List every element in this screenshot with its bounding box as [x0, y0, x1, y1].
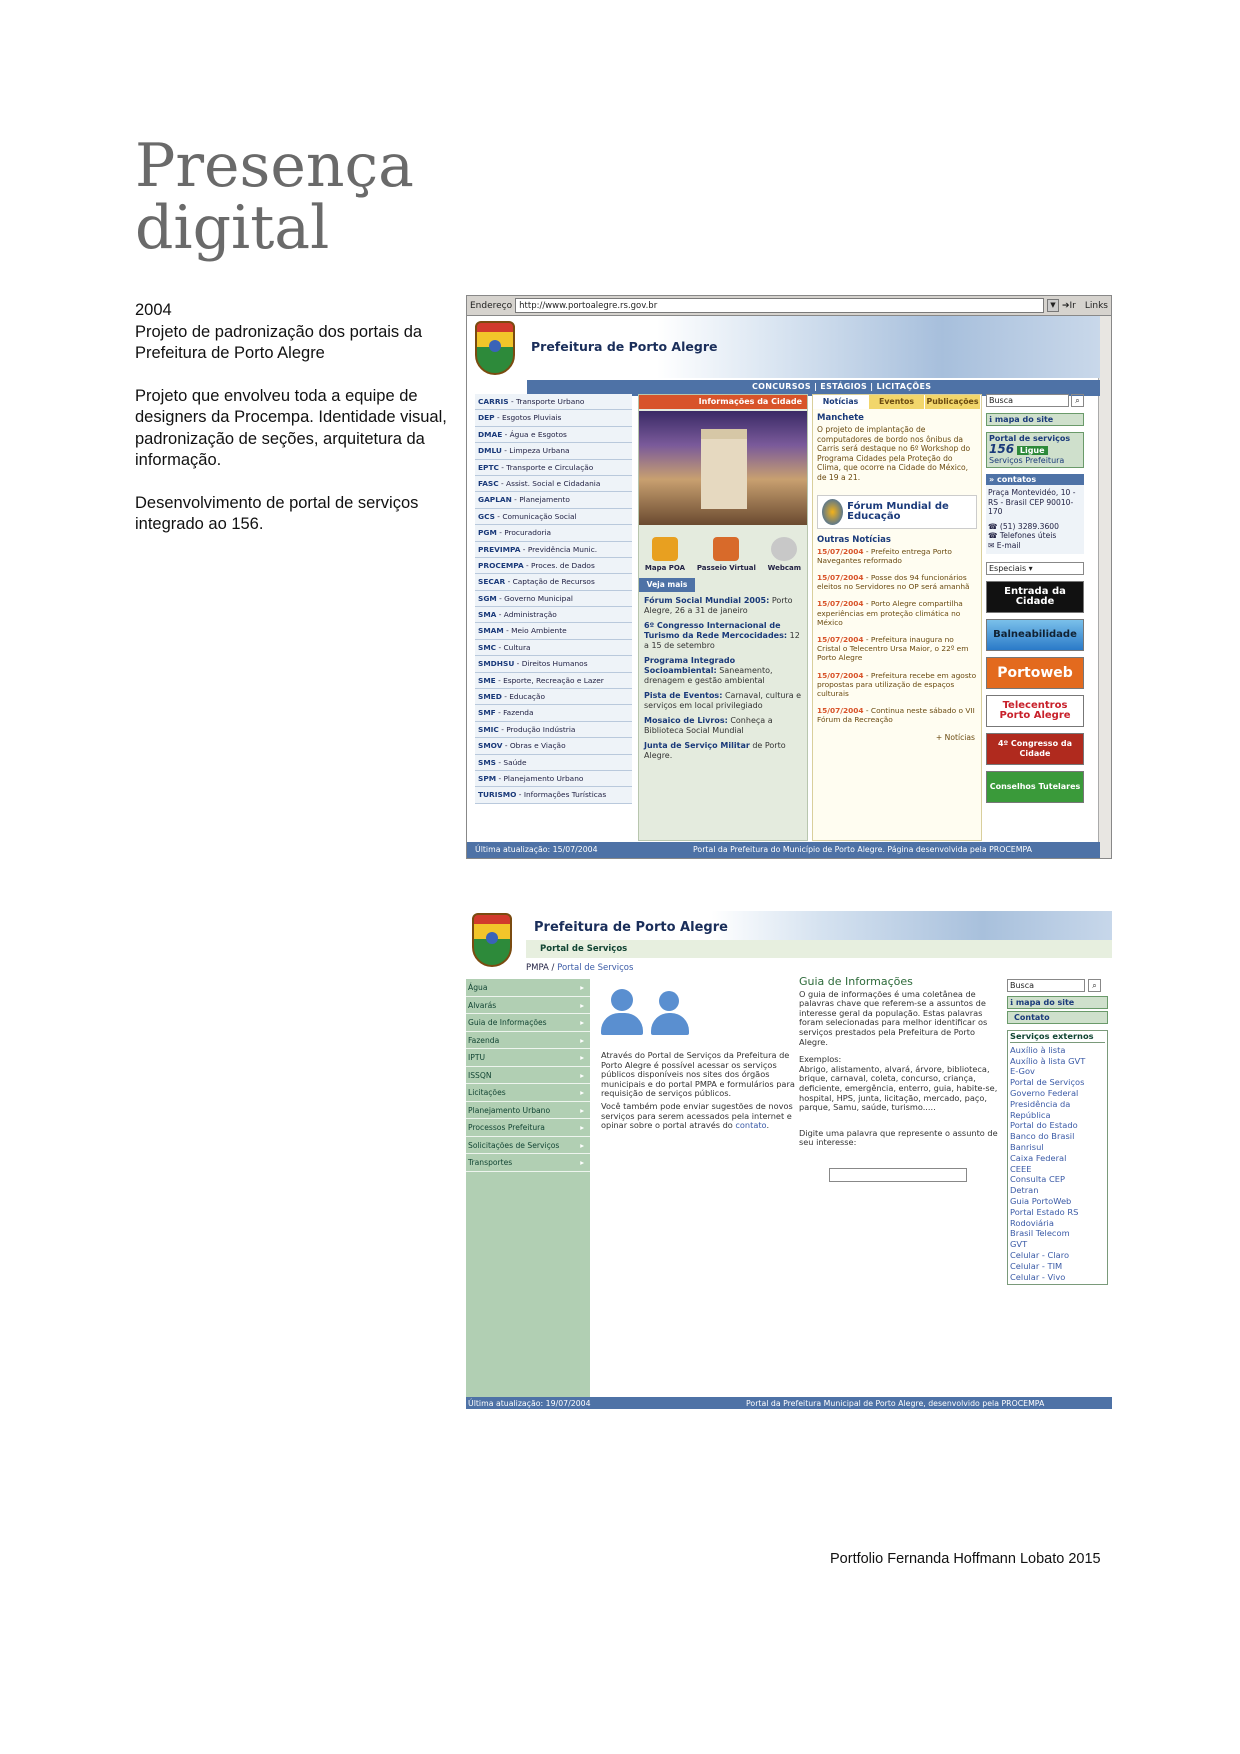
external-service-link[interactable]: Celular - Claro	[1010, 1249, 1070, 1260]
webcam-link[interactable]: Webcam	[768, 537, 801, 572]
news-item[interactable]	[817, 671, 977, 699]
service-nav-item[interactable]: Guia de Informações ▸	[466, 1014, 590, 1032]
title-line-2: digital	[135, 193, 330, 263]
coat-of-arms-icon	[475, 321, 515, 375]
contatos-box	[986, 485, 1084, 554]
nav-label: - Fazenda	[495, 708, 534, 718]
nav-label: - Saúde	[496, 757, 527, 767]
center-paragraph-1: Através do Portal de Serviços da Prefeitura de Porto Alegre é possível acessar os serviços públicos disponíveis nos sites dos órgãos municipais e do portal PMPA e formulários para requisição de serviços públicos.	[601, 1050, 795, 1099]
nav-label: - Obras e Viação	[502, 741, 566, 751]
breadcrumb-home[interactable]: PMPA	[526, 963, 549, 973]
news-text: - Posse dos 94 funcionários eleitos no Servidores no OP será amanhã	[817, 572, 970, 592]
service-nav-item[interactable]: Planejamento Urbano ▸	[466, 1102, 590, 1120]
ad-telecentros[interactable]: Telecentros Porto Alegre	[986, 695, 1084, 727]
veja-head: Pista de Eventos:	[644, 691, 723, 700]
manchete-title: Manchete	[817, 413, 864, 423]
nav-label: - Planejamento	[511, 495, 570, 505]
nav-item[interactable]	[475, 476, 632, 492]
tab-noticias[interactable]: Notícias	[813, 395, 869, 409]
news-text: - Prefeitura recebe em agosto propostas para utilização de espaços culturais	[817, 670, 977, 698]
nav-item[interactable]	[475, 738, 632, 754]
especiais-select[interactable]: Especiais ▾	[986, 562, 1084, 575]
veja-head: Junta de Serviço Militar	[644, 741, 750, 750]
status-bar-2	[466, 1397, 1112, 1409]
service-nav-item[interactable]: Solicitações de Serviços ▸	[466, 1137, 590, 1155]
intro-paragraph-1: 2004 Projeto de padronização dos portais da Prefeitura de Porto Alegre	[135, 301, 423, 362]
nav-label: - Previdência Munic.	[520, 544, 598, 554]
external-service-link[interactable]: Guia PortoWeb	[1010, 1195, 1072, 1206]
nav-abbr: SMA	[478, 610, 497, 620]
intro-text	[135, 300, 455, 557]
veja-body: 12 a 15 de setembro	[644, 631, 800, 650]
nav-abbr: SECAR	[478, 577, 506, 587]
nav-abbr: CARRIS	[478, 397, 509, 406]
veja-item[interactable]	[644, 716, 802, 736]
more-news-link[interactable]: + Notícias	[935, 732, 975, 742]
nav-abbr: SGM	[478, 593, 497, 603]
nav-item[interactable]	[475, 673, 632, 689]
email-link[interactable]: ✉ E-mail	[988, 540, 1021, 550]
address-label: Endereço	[470, 300, 513, 311]
external-service-link[interactable]: Rodoviária	[1010, 1217, 1054, 1228]
nav-label: - Assist. Social e Cidadania	[498, 478, 601, 488]
veja-head: Mosaico de Livros:	[644, 716, 728, 725]
veja-item[interactable]	[644, 596, 802, 616]
title-line-1: Presença	[135, 131, 414, 201]
nav-abbr: SMIC	[478, 724, 499, 734]
nav-item[interactable]	[475, 460, 632, 476]
coat-of-arms-icon	[472, 913, 512, 967]
news-date: 15/07/2004	[817, 706, 864, 716]
nav-label: - Esgotos Pluviais	[494, 413, 562, 423]
veja-body: Saneamento, drenagem e gestão ambiental	[644, 666, 773, 685]
nav-item[interactable]	[475, 656, 632, 672]
nav-item[interactable]	[475, 525, 632, 541]
nav-abbr: SMC	[478, 642, 497, 652]
vertical-scrollbar[interactable]	[1098, 316, 1111, 858]
nav-abbr: DMLU	[478, 446, 502, 456]
top-links[interactable]: CONCURSOS | ESTÁGIOS | LICITAÇÕES	[752, 382, 932, 391]
intro-paragraph-3: Desenvolvimento de portal de serviços integrado ao 156.	[135, 493, 419, 533]
address-bar	[467, 296, 1111, 316]
nav-label: - Informações Turísticas	[516, 790, 607, 800]
ad-portoweb[interactable]: Portoweb	[986, 657, 1084, 689]
news-date: 15/07/2004	[817, 599, 864, 609]
nav-label: - Governo Municipal	[496, 593, 573, 603]
veja-mais-tab[interactable]: Veja mais	[639, 578, 695, 592]
external-service-link[interactable]: Auxílio à lista GVT	[1010, 1055, 1086, 1066]
status-credit: Portal da Prefeitura do Município de Porto Alegre. Página desenvolvida pela PROCEMPA	[693, 845, 1032, 854]
nav-label: - Transporte Urbano	[508, 397, 585, 406]
external-service-link[interactable]: Portal de Serviços	[1010, 1077, 1085, 1088]
nav-item[interactable]	[475, 771, 632, 787]
tab-eventos[interactable]: Eventos	[869, 395, 925, 409]
nav-item[interactable]	[475, 755, 632, 771]
nav-label: - Educação	[501, 692, 545, 702]
address-field[interactable]	[515, 298, 1044, 313]
nav-abbr: DEP	[478, 413, 495, 423]
external-service-link[interactable]: CEEE	[1010, 1163, 1032, 1174]
nav-abbr: GCS	[478, 511, 495, 521]
veja-body: Porto Alegre, 26 a 31 de janeiro	[644, 596, 793, 615]
intro-paragraph-2: Projeto que envolveu toda a equipe de designers da Procempa. Identidade visual, padronização de seções, arquitetura da informação.	[135, 386, 447, 469]
nav-label: - Comunicação Social	[494, 511, 577, 521]
info-header: Informações da Cidade	[639, 395, 807, 409]
nav-abbr: TURISMO	[478, 790, 517, 800]
site-title: Prefeitura de Porto Alegre	[531, 339, 718, 354]
veja-item[interactable]	[644, 741, 802, 761]
right-column-2	[1007, 979, 1108, 1285]
veja-head: 6º Congresso Internacional de Turismo da Rede Mercocidades:	[644, 621, 788, 640]
news-date: 15/07/2004	[817, 634, 864, 644]
nav-abbr: SMF	[478, 708, 496, 718]
nav-item[interactable]	[475, 509, 632, 525]
service-nav-item[interactable]: Licitações ▸	[466, 1084, 590, 1102]
news-list	[813, 547, 981, 725]
nav-label: - Administração	[496, 610, 557, 620]
portal-screenshot-2	[466, 911, 1112, 1409]
veja-item[interactable]	[644, 621, 802, 651]
external-service-link[interactable]: Portal do Estado	[1010, 1120, 1078, 1131]
ext-title: Serviços externos	[1010, 1031, 1105, 1043]
external-service-link[interactable]: Caixa Federal	[1010, 1152, 1067, 1163]
portal-screenshot-1	[466, 295, 1112, 859]
veja-item[interactable]	[644, 691, 802, 711]
ad-congresso[interactable]: 4º Congresso da Cidade	[986, 733, 1084, 765]
search-icon[interactable]: ⌕	[1088, 979, 1101, 992]
people-icon	[601, 989, 711, 1037]
nav-label: - Água e Esgotos	[502, 429, 567, 439]
site-map-link[interactable]: ℹ mapa do site	[986, 413, 1084, 426]
nav-item[interactable]	[475, 492, 632, 508]
external-service-link[interactable]: Brasil Telecom	[1010, 1228, 1070, 1239]
globe-icon	[822, 499, 843, 525]
nav-item[interactable]	[475, 787, 632, 803]
section-title: Portal de Serviços	[540, 944, 628, 954]
nav-abbr: SMAM	[478, 626, 504, 636]
nav-abbr: FASC	[478, 478, 499, 488]
nav-label: - Captação de Recursos	[505, 577, 595, 587]
news-text: - Prefeito entrega Porto Navegantes reformado	[817, 546, 952, 565]
nav-item[interactable]	[475, 574, 632, 590]
right-column	[986, 394, 1084, 841]
nav-item[interactable]	[475, 542, 632, 558]
contatos-header: » contatos	[986, 474, 1084, 485]
services-nav	[466, 979, 590, 1397]
portal-servicos-box[interactable]: Portal de serviços 156 Ligue Serviços Prefeitura	[986, 432, 1084, 468]
external-service-link[interactable]: Celular - Vivo	[1010, 1271, 1066, 1282]
news-item[interactable]	[817, 547, 977, 565]
external-service-link[interactable]: Banrisul	[1010, 1141, 1044, 1152]
service-nav-item[interactable]: ISSQN ▸	[466, 1067, 590, 1085]
news-item[interactable]	[817, 635, 977, 663]
nav-abbr: PREVIMPA	[478, 544, 521, 554]
portfolio-footer: Portfolio Fernanda Hoffmann Lobato 2015	[830, 1551, 1101, 1567]
city-info-column	[638, 394, 808, 841]
veja-head: Programa Integrado Socioambiental:	[644, 656, 736, 675]
veja-body: Conheça a Biblioteca Social Mundial	[644, 716, 773, 735]
nav-abbr: EPTC	[478, 462, 499, 472]
news-text: - Porto Alegre compartilha experiências em proteção climática no México	[817, 599, 963, 627]
phones-link[interactable]: ☎ Telefones úteis	[988, 531, 1057, 541]
nav-item[interactable]	[475, 689, 632, 705]
guia-text: O guia de informações é uma coletânea de palavras chave que referem-se a assuntos de interesse geral da população. Estas palavras foram selecionadas para melhor identificar os serviços prestados pela Prefeitura de Porto Alegre.	[799, 988, 988, 1047]
site-map-link-2[interactable]: ℹ mapa do site	[1007, 996, 1108, 1009]
external-service-link[interactable]: Banco do Brasil	[1010, 1131, 1075, 1142]
nav-item[interactable]	[475, 640, 632, 656]
nav-item[interactable]	[475, 394, 632, 410]
search-icon[interactable]: ⌕	[1071, 394, 1084, 407]
nav-abbr: SMED	[478, 692, 502, 702]
nav-label: - Proces. de Dados	[523, 560, 595, 570]
nav-item[interactable]	[475, 591, 632, 607]
exemplos-text: Abrigo, alistamento, alvará, árvore, biblioteca, brique, carnaval, coleta, concurso, criança, deficiente, emergência, enterro, guia, habite-se, hospital, HPS, junta, licitação, mercado, paço, parque, Samu, saúde, turismo.....	[799, 1063, 998, 1113]
center-text	[601, 1051, 799, 1131]
site-banner	[467, 316, 1100, 391]
go-button[interactable]: ➔Ir	[1061, 300, 1076, 311]
external-service-link[interactable]: Auxílio à lista	[1010, 1044, 1066, 1055]
service-nav-item[interactable]: Água ▸	[466, 979, 590, 997]
last-update: Última atualização: 15/07/2004	[475, 845, 598, 854]
news-item[interactable]	[817, 706, 977, 724]
address-text: Praça Montevidéo, 10 - RS - Brasil CEP 90010-170	[988, 488, 1076, 517]
contato-button[interactable]: Contato	[1007, 1011, 1108, 1024]
nav-abbr: SMDHSU	[478, 659, 515, 669]
news-column	[812, 394, 982, 841]
contato-link[interactable]: contato	[735, 1120, 767, 1131]
veja-mais-list	[639, 592, 807, 770]
chevron-down-icon[interactable]: ▼	[1047, 299, 1059, 312]
last-update-2: Última atualização: 19/07/2004	[468, 1399, 591, 1408]
service-nav-item[interactable]: Processos Prefeitura ▸	[466, 1119, 590, 1137]
external-service-link[interactable]: Governo Federal	[1010, 1087, 1079, 1098]
nav-item[interactable]	[475, 722, 632, 738]
virtual-tour-link[interactable]: Passeio Virtual	[697, 537, 756, 572]
nav-label: - Transporte e Circulação	[498, 462, 594, 472]
breadcrumb: PMPA / Portal de Serviços	[526, 963, 634, 973]
nav-abbr: SMS	[478, 757, 497, 767]
map-poa-link[interactable]: Mapa POA	[645, 537, 685, 572]
guia-search-input[interactable]	[829, 1168, 967, 1182]
nav-item[interactable]	[475, 443, 632, 459]
nav-item[interactable]	[475, 427, 632, 443]
nav-label: - Direitos Humanos	[514, 659, 588, 669]
veja-body: de Porto Alegre.	[644, 741, 786, 760]
page-title	[135, 131, 414, 263]
nav-item[interactable]	[475, 705, 632, 721]
breadcrumb-current: Portal de Serviços	[557, 963, 634, 973]
service-nav-item[interactable]: Transportes ▸	[466, 1154, 590, 1172]
nav-label: - Cultura	[496, 642, 531, 652]
news-item[interactable]	[817, 573, 977, 591]
nav-item[interactable]	[475, 410, 632, 426]
service-nav-item[interactable]: IPTU ▸	[466, 1049, 590, 1067]
agency-nav	[475, 394, 632, 804]
nav-label: - Meio Ambiente	[503, 626, 567, 636]
external-service-link[interactable]: GVT	[1010, 1239, 1028, 1250]
nav-abbr: PROCEMPA	[478, 560, 524, 570]
other-news-title: Outras Notícias	[817, 534, 891, 545]
news-tabs	[813, 395, 981, 409]
ad-entrada[interactable]: Entrada da Cidade	[986, 581, 1084, 613]
nav-abbr: DMAE	[478, 429, 503, 439]
service-nav-item[interactable]: Fazenda ▸	[466, 1032, 590, 1050]
guia-title: Guia de Informações	[799, 975, 913, 988]
service-nav-item[interactable]: Alvarás ▸	[466, 997, 590, 1015]
nav-label: - Produção Indústria	[498, 724, 576, 734]
veja-item[interactable]	[644, 656, 802, 686]
guia-section	[799, 977, 999, 1182]
exemplos-label: Exemplos:	[799, 1054, 842, 1065]
veja-body: Carnaval, cultura e serviços em local privilegiado	[644, 691, 802, 710]
nav-abbr: SMOV	[478, 741, 503, 751]
news-text: - Prefeitura inaugura no Cristal o Telecentro Ursa Maior, o 22º em Porto Alegre	[817, 634, 969, 663]
news-date: 15/07/2004	[817, 572, 864, 582]
links-label[interactable]: Links	[1084, 300, 1108, 311]
ad-conselhos[interactable]: Conselhos Tutelares	[986, 771, 1084, 803]
external-service-link[interactable]: Portal Estado RS	[1010, 1206, 1079, 1217]
news-date: 15/07/2004	[817, 670, 864, 680]
search-input[interactable]: Busca	[986, 394, 1069, 407]
nav-item[interactable]	[475, 623, 632, 639]
center-paragraph-2: Você também pode enviar sugestões de novos serviços para serem acessados pela internet e opinar sobre o portal através do contato.	[601, 1100, 793, 1131]
quick-icons	[639, 537, 807, 572]
church-photo	[639, 411, 807, 525]
address-url: http://www.portoalegre.rs.gov.br	[519, 300, 658, 311]
external-service-link[interactable]: Consulta CEP	[1010, 1174, 1066, 1185]
external-services	[1007, 1030, 1108, 1285]
site-title-2: Prefeitura de Porto Alegre	[534, 920, 728, 935]
manchete-text[interactable]: O projeto de implantação de computadores de bordo nos ônibus da Carris será destaque no 6º Workshop do Programa Cidades pela Proteção do Clima, que ocorre na Cidade do México, de 19 a 21.	[817, 425, 971, 482]
nav-label: - Procuradoria	[496, 528, 552, 538]
veja-head: Fórum Social Mundial 2005:	[644, 596, 770, 605]
news-text: - Continua neste sábado o VII Fórum da Recreação	[817, 706, 975, 725]
news-item[interactable]	[817, 599, 977, 627]
external-service-link[interactable]: Detran	[1010, 1185, 1039, 1196]
search-input-2[interactable]: Busca	[1007, 979, 1085, 992]
nav-item[interactable]	[475, 558, 632, 574]
nav-label: - Esporte, Recreação e Lazer	[495, 675, 604, 685]
nav-item[interactable]	[475, 607, 632, 623]
external-service-link[interactable]: Presidência da República	[1010, 1098, 1071, 1120]
status-credit-2: Portal da Prefeitura Municipal de Porto Alegre, desenvolvido pela PROCEMPA	[746, 1399, 1045, 1408]
nav-label: - Limpeza Urbana	[501, 446, 570, 456]
nav-abbr: SPM	[478, 773, 497, 783]
external-service-link[interactable]: Celular - TIM	[1010, 1260, 1063, 1271]
nav-abbr: PGM	[478, 528, 497, 538]
nav-abbr: GAPLAN	[478, 495, 512, 505]
digite-text: Digite uma palavra que represente o assunto de seu interesse:	[799, 1127, 998, 1148]
news-date: 15/07/2004	[817, 546, 864, 556]
phone-text: ☎ (51) 3289.3600	[988, 521, 1059, 531]
external-service-link[interactable]: E-Gov	[1010, 1066, 1035, 1077]
status-bar	[467, 842, 1100, 858]
nav-abbr: SME	[478, 675, 496, 685]
tab-publicacoes[interactable]: Publicações	[925, 395, 981, 409]
ad-balneabilidade[interactable]: Balneabilidade	[986, 619, 1084, 651]
nav-label: - Planejamento Urbano	[496, 773, 584, 783]
forum-banner[interactable]: Fórum Mundial de Educação	[817, 495, 977, 529]
